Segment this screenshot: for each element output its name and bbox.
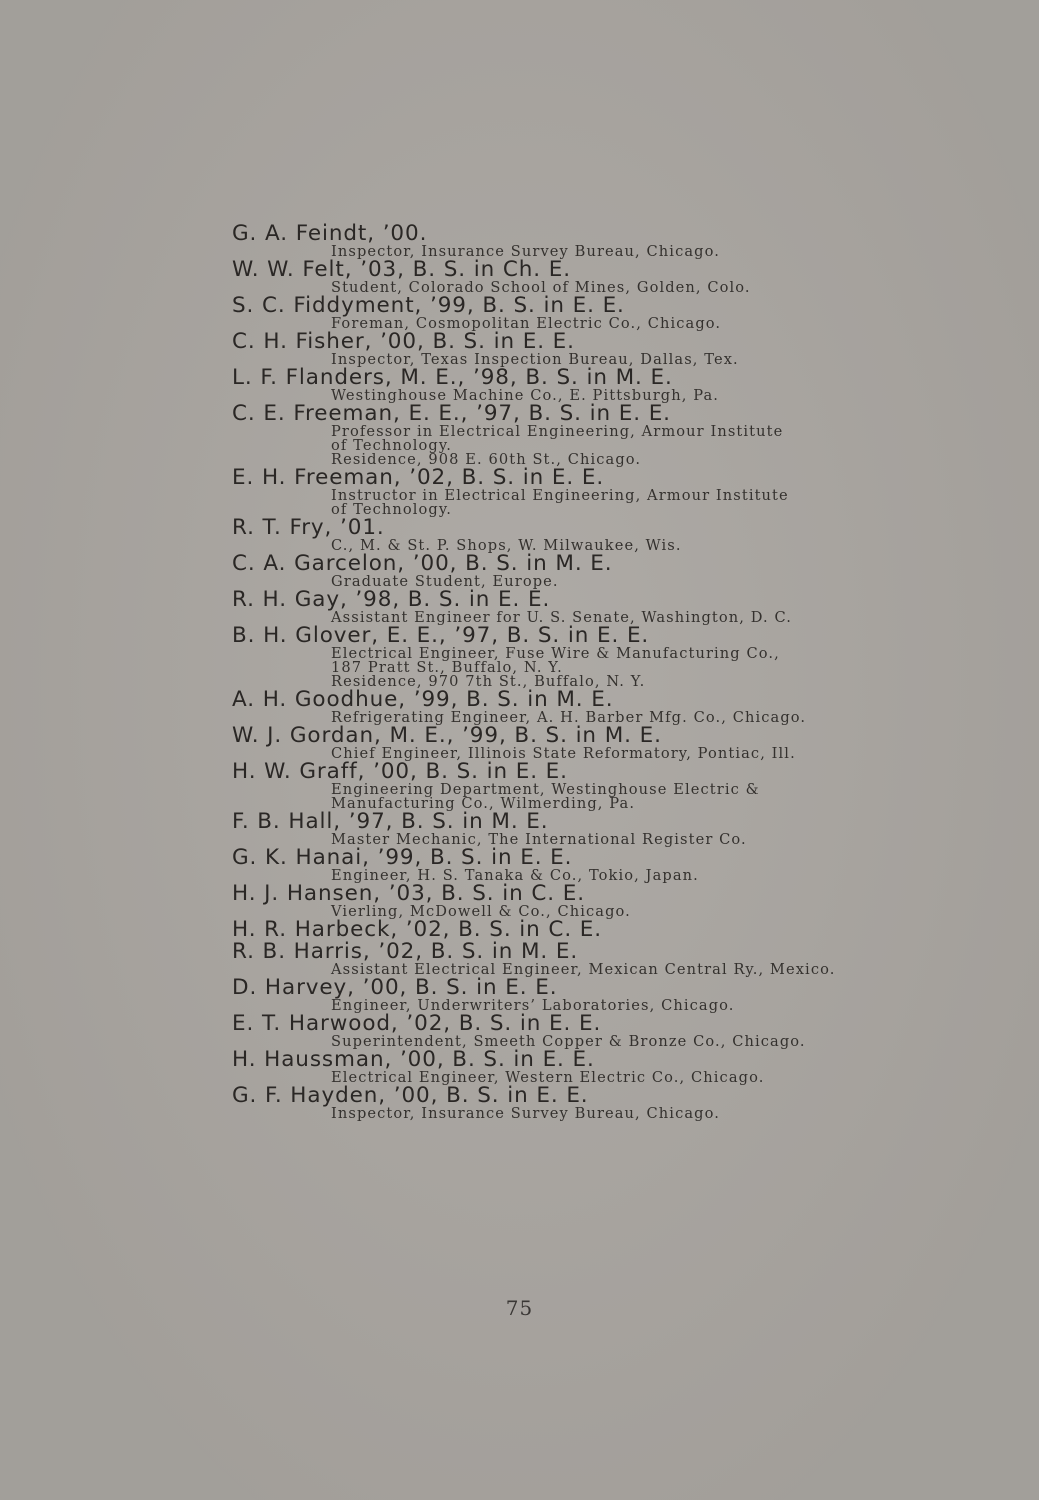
alumni-entry <box>232 725 1012 761</box>
alumni-detail-line: Instructor in Electrical Engineering, Armour Institute <box>331 487 789 504</box>
alumni-detail-line: of Technology. <box>331 501 452 518</box>
alumni-detail-line: Engineer, H. S. Tanaka & Co., Tokio, Japan. <box>331 867 699 884</box>
alumni-detail-line: Graduate Student, Europe. <box>331 573 559 590</box>
alumni-detail-line: Refrigerating Engineer, A. H. Barber Mfg. Co., Chicago. <box>331 709 807 726</box>
alumni-entry <box>232 1049 1012 1085</box>
alumni-detail-line: Westinghouse Machine Co., E. Pittsburgh, Pa. <box>331 387 720 404</box>
alumni-entry <box>232 1013 1012 1049</box>
alumni-name: B. H. Glover, E. E., ’97, B. S. in E. E. <box>232 623 650 648</box>
alumni-name: W. J. Gordan, M. E., ’99, B. S. in M. E. <box>232 723 662 748</box>
alumni-entry <box>232 883 1012 919</box>
alumni-detail-line: C., M. & St. P. Shops, W. Milwaukee, Wis. <box>331 537 682 554</box>
alumni-name: E. H. Freeman, ’02, B. S. in E. E. <box>232 465 605 490</box>
alumni-detail-line: Electrical Engineer, Western Electric Co., Chicago. <box>331 1069 765 1086</box>
alumni-detail-line: Engineer, Underwriters’ Laboratories, Chicago. <box>331 997 735 1014</box>
alumni-name: G. K. Hanai, ’99, B. S. in E. E. <box>232 845 573 870</box>
alumni-name: F. B. Hall, ’97, B. S. in M. E. <box>232 809 549 834</box>
alumni-name: S. C. Fiddyment, ’99, B. S. in E. E. <box>232 293 625 318</box>
alumni-name: H. Haussman, ’00, B. S. in E. E. <box>232 1047 595 1072</box>
alumni-detail-line: Foreman, Cosmopolitan Electric Co., Chicago. <box>331 315 722 332</box>
alumni-name: R. T. Fry, ’01. <box>232 515 385 540</box>
alumni-entry <box>232 761 1012 811</box>
alumni-detail-line: 187 Pratt St., Buffalo, N. Y. <box>331 659 563 676</box>
alumni-detail-line: Vierling, McDowell & Co., Chicago. <box>331 903 631 920</box>
alumni-entry <box>232 403 1012 467</box>
alumni-detail-line: Inspector, Insurance Survey Bureau, Chicago. <box>331 243 720 260</box>
alumni-entry <box>232 625 1012 689</box>
alumni-name: A. H. Goodhue, ’99, B. S. in M. E. <box>232 687 614 712</box>
alumni-detail-line: Assistant Electrical Engineer, Mexican Central Ry., Mexico. <box>331 961 836 978</box>
alumni-name: H. J. Hansen, ’03, B. S. in C. E. <box>232 881 585 906</box>
alumni-entry <box>232 553 1012 589</box>
alumni-detail-line: Engineering Department, Westinghouse Electric & <box>331 781 760 798</box>
alumni-detail-line: Chief Engineer, Illinois State Reformatory, Pontiac, Ill. <box>331 745 796 762</box>
alumni-detail-line: Electrical Engineer, Fuse Wire & Manufacturing Co., <box>331 645 780 662</box>
alumni-detail-line: Inspector, Insurance Survey Bureau, Chicago. <box>331 1105 720 1122</box>
alumni-name: R. B. Harris, ’02, B. S. in M. E. <box>232 939 579 964</box>
alumni-name: G. A. Feindt, ’00. <box>232 221 428 246</box>
alumni-name: C. E. Freeman, E. E., ’97, B. S. in E. E. <box>232 401 671 426</box>
alumni-entry <box>232 1085 1012 1121</box>
alumni-detail-line: Student, Colorado School of Mines, Golden, Colo. <box>331 279 751 296</box>
alumni-name: W. W. Felt, ’03, B. S. in Ch. E. <box>232 257 571 282</box>
alumni-entry <box>232 977 1012 1013</box>
alumni-entry <box>232 331 1012 367</box>
alumni-name: H. W. Graff, ’00, B. S. in E. E. <box>232 759 568 784</box>
alumni-detail-line: Manufacturing Co., Wilmerding, Pa. <box>331 795 636 812</box>
alumni-entry <box>232 517 1012 553</box>
alumni-entry <box>232 589 1012 625</box>
alumni-name: E. T. Harwood, ’02, B. S. in E. E. <box>232 1011 602 1036</box>
alumni-name: D. Harvey, ’00, B. S. in E. E. <box>232 975 558 1000</box>
alumni-detail-line: Residence, 908 E. 60th St., Chicago. <box>331 451 642 468</box>
alumni-entry <box>232 689 1012 725</box>
alumni-entry <box>232 811 1012 847</box>
alumni-detail-line: Professor in Electrical Engineering, Armour Institute <box>331 423 784 440</box>
alumni-entry <box>232 295 1012 331</box>
alumni-name: R. H. Gay, ’98, B. S. in E. E. <box>232 587 551 612</box>
alumni-detail-line: Master Mechanic, The International Register Co. <box>331 831 747 848</box>
alumni-name: C. H. Fisher, ’00, B. S. in E. E. <box>232 329 575 354</box>
alumni-list <box>232 223 1012 1121</box>
page-number: 75 <box>505 1296 534 1320</box>
alumni-detail-line: Residence, 970 7th St., Buffalo, N. Y. <box>331 673 646 690</box>
alumni-name: H. R. Harbeck, ’02, B. S. in C. E. <box>232 917 603 942</box>
alumni-entry <box>232 847 1012 883</box>
alumni-entry <box>232 941 1012 977</box>
alumni-name: C. A. Garcelon, ’00, B. S. in M. E. <box>232 551 613 576</box>
alumni-name: L. F. Flanders, M. E., ’98, B. S. in M. E. <box>232 365 673 390</box>
alumni-entry <box>232 223 1012 259</box>
alumni-detail-line: Assistant Engineer for U. S. Senate, Washington, D. C. <box>331 609 792 626</box>
alumni-name: G. F. Hayden, ’00, B. S. in E. E. <box>232 1083 589 1108</box>
alumni-detail-line: of Technology. <box>331 437 452 454</box>
alumni-detail-line: Inspector, Texas Inspection Bureau, Dallas, Tex. <box>331 351 739 368</box>
alumni-entry <box>232 259 1012 295</box>
alumni-entry <box>232 919 1012 941</box>
alumni-entry <box>232 467 1012 517</box>
alumni-detail-line: Superintendent, Smeeth Copper & Bronze Co., Chicago. <box>331 1033 806 1050</box>
alumni-entry <box>232 367 1012 403</box>
